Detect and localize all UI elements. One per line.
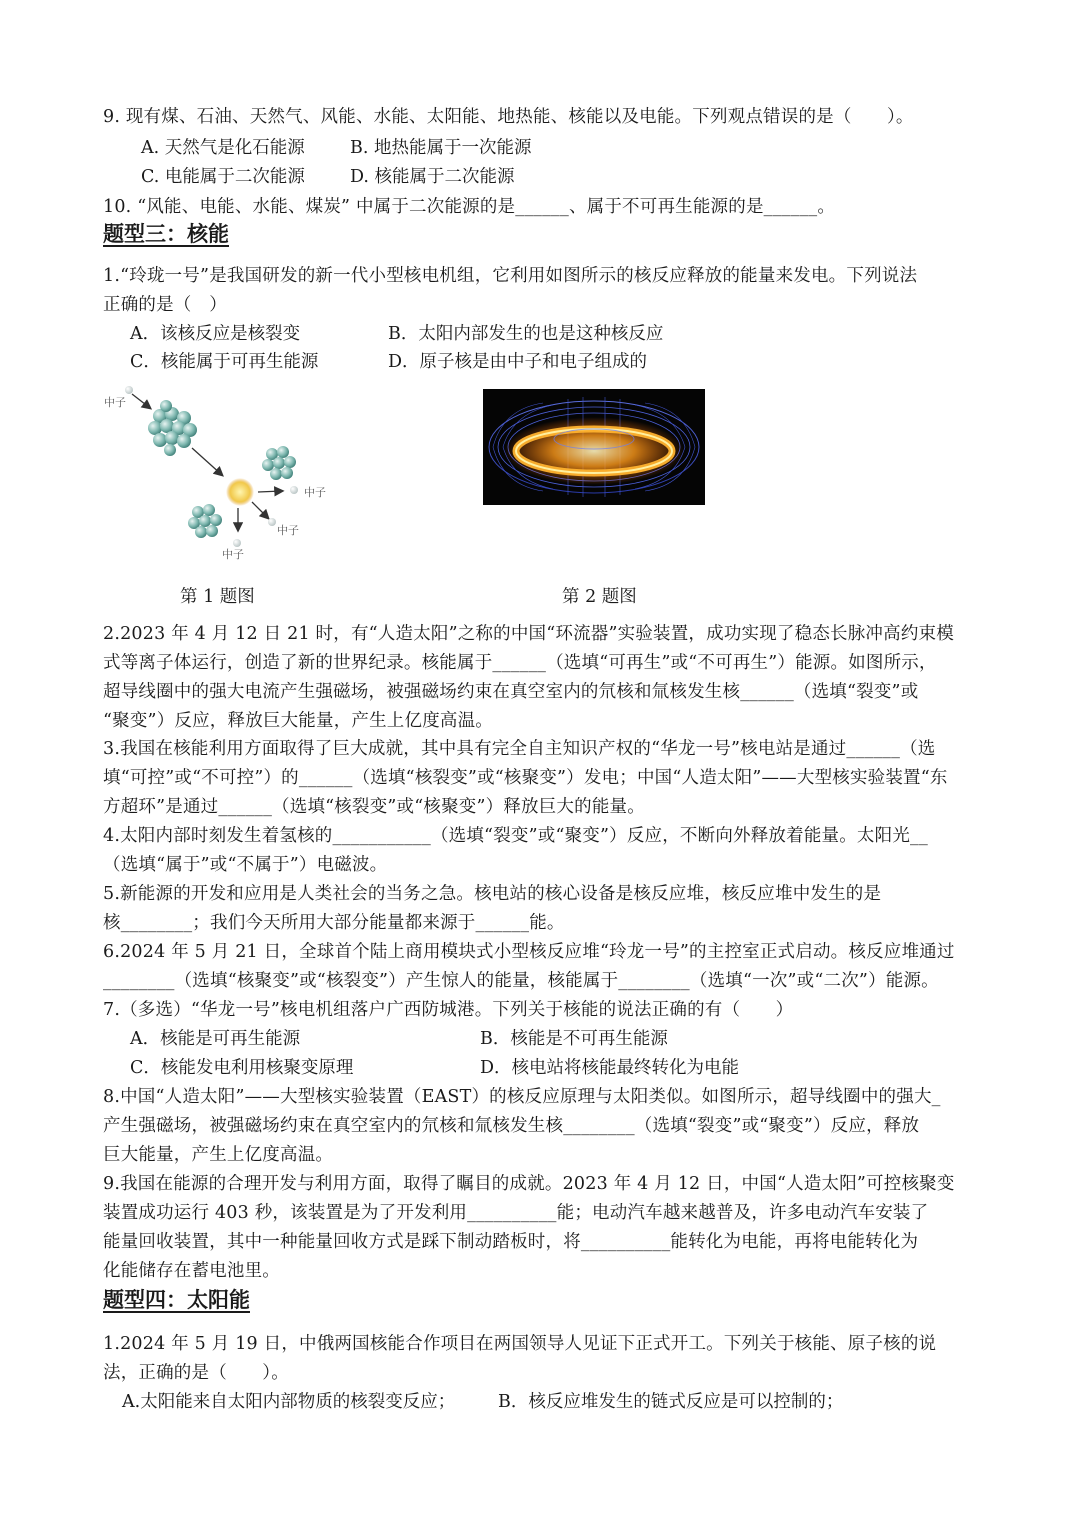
s3-q1-option-d: D．原子核是由中子和电子组成的 [388, 352, 648, 372]
s3-q7-line1: 7.（多选）“华龙一号”核电机组落户广西防城港。下列关于核能的说法正确的有（ ） [103, 1000, 794, 1020]
section-heading-solar: 题型四：太阳能 [103, 1288, 250, 1312]
s3-q3-line2: 填“可控”或“不可控”）的______（选填“核裂变”或“核聚变”）发电；中国“人造太阳”——大型核实验装置“东 [103, 768, 948, 788]
neutron-label-4: 中子 [222, 548, 244, 561]
q9-option-b: B. 地热能属于一次能源 [350, 138, 532, 158]
large-nucleus [148, 400, 197, 456]
fission-burst [226, 478, 254, 506]
s3-q7-option-c: C．核能发电利用核聚变原理 [130, 1058, 354, 1078]
s3-q1-option-a: A．该核反应是核裂变 [130, 324, 301, 344]
fragment-nucleus-1 [262, 446, 296, 480]
question-10: 10. “风能、电能、水能、煤炭” 中属于二次能源的是______、属于不可再生能源的是______。 [103, 197, 836, 217]
s3-q4-line1: 4.太阳内部时刻发生着氢核的___________（选填“裂变”或“聚变”）反应，不断向外释放着能量。太阳光__ [103, 826, 928, 846]
s4-q1-option-b: B．核反应堆发生的链式反应是可以控制的； [498, 1392, 844, 1412]
section-heading-nuclear: 题型三：核能 [103, 222, 229, 246]
s3-q7-option-d: D．核电站将核能最终转化为电能 [480, 1058, 740, 1078]
s3-q5-line1: 5.新能源的开发和应用是人类社会的当务之急。核电站的核心设备是核反应堆，核反应堆中发生的是 [103, 884, 882, 904]
s4-q1-line2: 法，正确的是（ ）。 [103, 1363, 289, 1383]
s3-q3-line3: 方超环”是通过______（选填“核裂变”或“核聚变”）释放巨大的能量。 [103, 797, 645, 817]
s3-q9-line4: 化能储存在蓄电池里。 [103, 1261, 280, 1281]
s3-q2-line1: 2.2023 年 4 月 12 日 21 时，有“人造太阳”之称的中国“环流器”实验装置，成功实现了稳态长脉冲高约束模 [103, 624, 954, 644]
s3-q1-option-c: C．核能属于可再生能源 [130, 352, 319, 372]
tokamak-image [483, 389, 705, 505]
s3-q2-line2: 式等离子体运行，创造了新的世界纪录。核能属于______（选填“可再生”或“不可再生”）能源。如图所示， [103, 653, 937, 673]
neutron-out-3 [233, 539, 241, 547]
s3-q9-line3: 能量回收装置，其中一种能量回收方式是踩下制动踏板时，将__________能转化为电能，再将电能转化为 [103, 1232, 919, 1252]
s4-q1-option-a: A.太阳能来自太阳内部物质的核裂变反应； [122, 1392, 456, 1412]
s3-q8-line3: 巨大能量，产生上亿度高温。 [103, 1145, 334, 1165]
fission-diagram [100, 380, 360, 570]
neutron-out-2 [268, 518, 276, 526]
s3-q7-option-b: B．核能是不可再生能源 [480, 1029, 668, 1049]
s3-q1-option-b: B．太阳内部发生的也是这种核反应 [388, 324, 664, 344]
s3-q8-line1: 8.中国“人造太阳”——大型核实验装置（EAST）的核反应原理与太阳类似。如图所示，超导线圈中的强大_ [103, 1087, 941, 1107]
s3-q3-line1: 3.我国在核能利用方面取得了巨大成就，其中具有完全自主知识产权的“华龙一号”核电站是通过______（选 [103, 739, 936, 759]
neutron-incoming [125, 386, 133, 394]
q9-option-d: D. 核能属于二次能源 [350, 167, 515, 187]
s3-q6-line1: 6.2024 年 5 月 21 日，全球首个陆上商用模块式小型核反应堆“玲龙一号”的主控室正式启动。核反应堆通过 [103, 942, 955, 962]
s3-q1-line2: 正确的是（ ） [103, 295, 227, 315]
s3-q4-line2: （选填“属于”或“不属于”）电磁波。 [103, 855, 388, 875]
fragment-nucleus-2 [188, 504, 222, 538]
q9-option-a: A. 天然气是化石能源 [141, 138, 305, 158]
s3-q8-line2: 产生强磁场，被强磁场约束在真空室内的氘核和氚核发生核________（选填“裂变”或“聚变”）反应，释放 [103, 1116, 920, 1136]
s3-q2-line4: “聚变”）反应，释放巨大能量，产生上亿度高温。 [103, 711, 493, 731]
s3-q7-option-a: A．核能是可再生能源 [130, 1029, 301, 1049]
neutron-label-1: 中子 [104, 396, 126, 409]
neutron-label-2: 中子 [304, 486, 326, 499]
s3-q6-line2: ________（选填“核聚变”或“核裂变”）产生惊人的能量，核能属于________（选填“一次”或“二次”）能源。 [103, 971, 939, 991]
neutron-out-1 [290, 486, 298, 494]
figure-2-caption: 第 2 题图 [562, 587, 637, 607]
s3-q5-line2: 核________；我们今天所用大部分能量都来源于______能。 [103, 913, 565, 933]
s3-q2-line3: 超导线圈中的强大电流产生强磁场，被强磁场约束在真空室内的氘核和氚核发生核______（选填“裂变”或 [103, 682, 919, 702]
s3-q9-line2: 装置成功运行 403 秒，该装置是为了开发利用__________能；电动汽车越来越普及，许多电动汽车安装了 [103, 1203, 929, 1223]
s3-q1-line1: 1.“玲珑一号”是我国研发的新一代小型核电机组，它利用如图所示的核反应释放的能量来发电。下列说法 [103, 266, 918, 286]
neutron-label-3: 中子 [277, 524, 299, 537]
s4-q1-line1: 1.2024 年 5 月 19 日，中俄两国核能合作项目在两国领导人见证下正式开工。下列关于核能、原子核的说 [103, 1334, 937, 1354]
figure-1-caption: 第 1 题图 [180, 587, 255, 607]
q9-option-c: C. 电能属于二次能源 [141, 167, 305, 187]
s3-q9-line1: 9.我国在能源的合理开发与利用方面，取得了瞩目的成就。2023 年 4 月 12 日，中国“人造太阳”可控核聚变 [103, 1174, 955, 1194]
question-9: 9. 现有煤、石油、天然气、风能、水能、太阳能、地热能、核能以及电能。下列观点错误的是（ ）。 [103, 107, 914, 127]
